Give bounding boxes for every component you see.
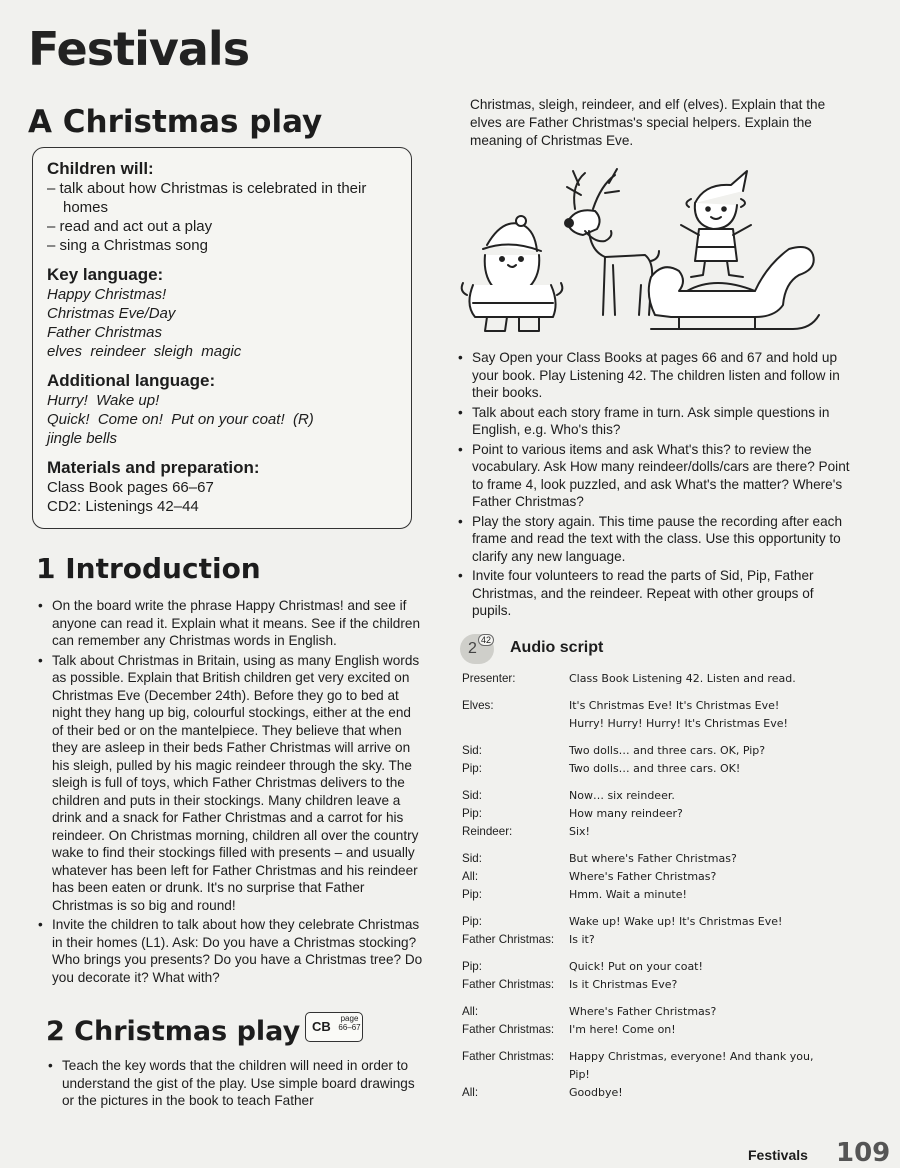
script-row (462, 1048, 862, 1066)
script-row (462, 742, 862, 760)
class-book-badge (305, 1012, 363, 1042)
script-row (462, 760, 862, 778)
activity-bullet: • Invite four volunteers to read the parts of Sid, Pip, Father Christmas, and the reindeer. Repeat with other groups of pupils. (458, 567, 850, 620)
script-gap (462, 841, 862, 850)
additional-language-line: Quick! Come on! Put on your coat! (R) (47, 411, 314, 428)
cd-number: 2 (468, 640, 477, 657)
reindeer-figure (565, 169, 659, 315)
script-row (462, 787, 862, 805)
script-speaker: Presenter: (462, 672, 516, 685)
children-will-heading: Children will: (47, 159, 154, 178)
script-row (462, 715, 862, 733)
objectives-box (32, 147, 412, 529)
section-title: A Christmas play (28, 104, 323, 140)
children-will-group (47, 158, 399, 255)
script-row (462, 697, 862, 715)
script-line: But where's Father Christmas? (569, 852, 737, 865)
script-speaker: Father Christmas: (462, 933, 555, 946)
additional-language-line: jingle bells (47, 430, 118, 447)
script-row (462, 958, 862, 976)
script-line: Happy Christmas, everyone! And thank you, (569, 1050, 814, 1063)
script-speaker: Father Christmas: (462, 1050, 555, 1063)
introduction-heading: 1 Introduction (36, 552, 261, 585)
christmas-play-list (48, 1057, 423, 1112)
script-row (462, 868, 862, 886)
script-gap (462, 688, 862, 697)
script-gap (462, 994, 862, 1003)
introduction-bullet: • On the board write the phrase Happy Christmas! and see if anyone can read it. Explain what it means. See if the children can remember any Christmas words in English. (38, 597, 423, 650)
script-line: Class Book Listening 42. Listen and read. (569, 672, 796, 685)
script-speaker (462, 715, 569, 733)
track-number: 42 (478, 634, 494, 646)
activity-bullet: • Point to various items and ask What's this? to review the vocabulary. Ask How many reindeer/dolls/cars are there? Point to frame 4, look puzzled, and ask What's the matter? Where's Father Christmas? (458, 441, 850, 511)
script-row (462, 823, 862, 841)
additional-language-group (47, 370, 399, 448)
script-row (462, 1003, 862, 1021)
cd-track-badge (460, 634, 494, 664)
children-will-item: – read and act out a play (47, 217, 399, 236)
activity-list (458, 349, 850, 622)
script-line: Quick! Put on your coat! (569, 960, 703, 973)
script-line: I'm here! Come on! (569, 1023, 676, 1036)
activity-bullet: • Talk about each story frame in turn. Ask simple questions in English, e.g. Who's this? (458, 404, 850, 439)
script-line: Is it Christmas Eve? (569, 978, 678, 991)
script-line: Where's Father Christmas? (569, 1005, 717, 1018)
script-gap (462, 949, 862, 958)
script-row (462, 1021, 862, 1039)
audio-script-title: Audio script (510, 639, 604, 656)
additional-language-line: Hurry! Wake up! (47, 392, 160, 409)
elf-figure (681, 171, 751, 277)
script-speaker: All: (462, 870, 479, 883)
script-speaker: Reindeer: (462, 825, 513, 838)
script-speaker (462, 1066, 569, 1084)
materials-group (47, 457, 399, 516)
script-row (462, 1084, 862, 1102)
key-language-line: Christmas Eve/Day (47, 305, 176, 322)
script-line: Now… six reindeer. (569, 789, 675, 802)
script-speaker: Sid: (462, 789, 482, 802)
script-line: Two dolls… and three cars. OK! (569, 762, 741, 775)
script-speaker: Pip: (462, 762, 482, 775)
introduction-bullet: • Invite the children to talk about how they celebrate Christmas in their homes (L1). Ask: Do you have a Christmas stocking? Who brings you presents? Do you have a Christmas tree? Do you decorate it? What with? (38, 916, 423, 986)
script-row (462, 976, 862, 994)
script-speaker: Pip: (462, 807, 482, 820)
cb-pages: page 66–67 (338, 1014, 361, 1032)
script-row (462, 670, 862, 688)
christmas-illustration (455, 165, 835, 345)
children-will-item: – sing a Christmas song (47, 236, 399, 255)
script-gap (462, 904, 862, 913)
cb-label: CB (312, 1019, 331, 1034)
script-line: Pip! (569, 1068, 590, 1081)
script-speaker: Sid: (462, 852, 482, 865)
script-row (462, 931, 862, 949)
additional-language-heading: Additional language: (47, 371, 216, 390)
christmas-play-bullet: • Teach the key words that the children will need in order to understand the gist of the play. Use simple board drawings or the pictures in the book to teach Father (48, 1057, 423, 1110)
script-line: Where's Father Christmas? (569, 870, 717, 883)
introduction-bullet: • Talk about Christmas in Britain, using as many English words as possible. Explain that British children get very excited on Christmas Eve (December 24th). Before they go to bed at night they hang up big, colourful stockings, either at the end of their bed or on the mantelpiece. They believe that when they are asleep in their beds Father Christmas will arrive on his sleigh, pulled by his magic reindeer through the sky. The sleigh is full of toys, which Father Christmas delivers to the children and puts in their stockings. Many children leave a drink and a snack for Father Christmas and a carrot for his reindeer. On Christmas morning, children all over the country wake to find their stockings filled with presents – and usually whatever has been left for Father Christmas and his reindeer has been eaten or drunk. It's no surprise that Father Christmas is so big and round! (38, 652, 423, 915)
materials-line: Class Book pages 66–67 (47, 479, 214, 496)
audio-script (462, 670, 862, 1102)
materials-heading: Materials and preparation: (47, 458, 260, 477)
page-number: 109 (836, 1138, 891, 1168)
script-line: Goodbye! (569, 1086, 623, 1099)
script-line: Six! (569, 825, 590, 838)
footer-label: Festivals (748, 1147, 808, 1163)
page-title: Festivals (28, 22, 250, 76)
script-speaker: All: (462, 1005, 479, 1018)
children-will-item: – talk about how Christmas is celebrated in their homes (47, 179, 399, 217)
key-language-line: Happy Christmas! (47, 286, 167, 303)
script-speaker: Sid: (462, 744, 482, 757)
script-line: It's Christmas Eve! It's Christmas Eve! (569, 699, 780, 712)
materials-line: CD2: Listenings 42–44 (47, 498, 199, 515)
activity-bullet: • Say Open your Class Books at pages 66 and 67 and hold up your book. Play Listening 42. The children listen and follow in their books. (458, 349, 850, 402)
script-row (462, 805, 862, 823)
key-language-heading: Key language: (47, 265, 164, 284)
script-speaker: Elves: (462, 699, 494, 712)
script-line: Is it? (569, 933, 595, 946)
script-gap (462, 778, 862, 787)
children-will-list (47, 179, 399, 255)
script-gap (462, 733, 862, 742)
introduction-list (38, 597, 423, 988)
script-line: Two dolls… and three cars. OK, Pip? (569, 744, 766, 757)
father-christmas-figure (462, 216, 563, 331)
script-speaker: Pip: (462, 960, 482, 973)
script-speaker: All: (462, 1086, 479, 1099)
script-row (462, 886, 862, 904)
script-speaker: Father Christmas: (462, 1023, 555, 1036)
key-language-line: elves reindeer sleigh magic (47, 343, 242, 360)
script-row (462, 1066, 862, 1084)
script-row (462, 850, 862, 868)
script-line: Hurry! Hurry! Hurry! It's Christmas Eve! (569, 717, 788, 730)
script-speaker: Pip: (462, 888, 482, 901)
script-line: Hmm. Wait a minute! (569, 888, 687, 901)
key-language-line: Father Christmas (47, 324, 163, 341)
script-speaker: Father Christmas: (462, 978, 555, 991)
script-gap (462, 1039, 862, 1048)
activity-bullet: • Play the story again. This time pause the recording after each frame and read the text with the class. Use this opportunity to clarify any new language. (458, 513, 850, 566)
continued-paragraph: Christmas, sleigh, reindeer, and elf (elves). Explain that the elves are Father Christmas's special helpers. Explain the meaning of Christmas Eve. (470, 97, 826, 148)
script-row (462, 913, 862, 931)
script-line: How many reindeer? (569, 807, 683, 820)
script-speaker: Pip: (462, 915, 482, 928)
christmas-play-heading: 2 Christmas play (46, 1016, 301, 1047)
script-line: Wake up! Wake up! It's Christmas Eve! (569, 915, 783, 928)
key-language-group (47, 264, 399, 361)
